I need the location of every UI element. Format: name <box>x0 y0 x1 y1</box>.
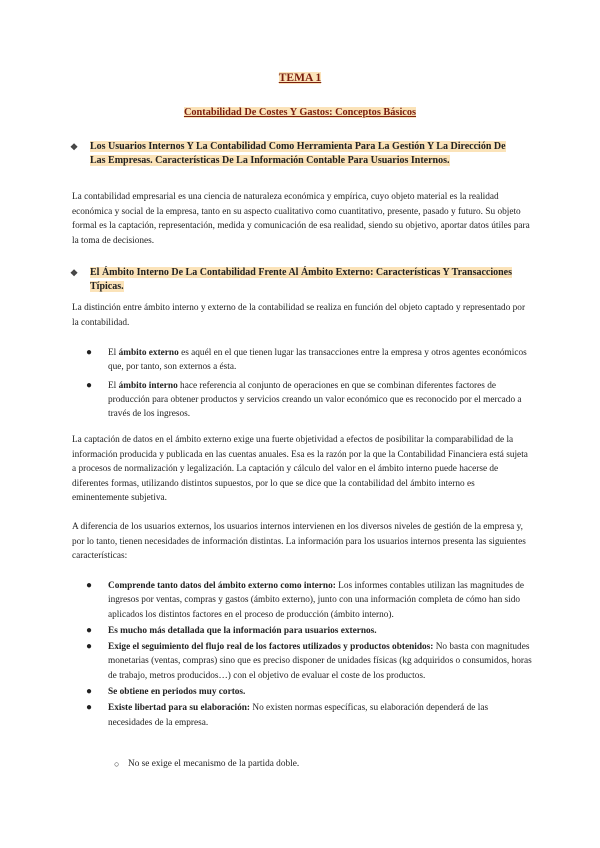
list-item: ● Existe libertad para su elaboración: No existen normas específicas, su elaboración dependerá de las necesidades de la empresa. <box>86 702 489 728</box>
section2-paragraph2: La captación de datos en el ámbito externo exige una fuerte objetividad a efectos de posibilitar la comparabilidad de la información producida y publicada en las cuentas anuales. Esa es la razón por la que la Contabilidad Financiera está sujeta a procesos de normalización y legalización. La captación y cálculo del valor en el ámbito interno puede hacerse de diferentes formas, utilizando distintos supuestos, por lo que se dice que la contabilidad del ámbito interno es eminentemente subjetiva. <box>72 435 528 504</box>
document-subtitle: Contabilidad De Costes Y Gastos: Conceptos Básicos <box>183 107 417 118</box>
bullet-dot-icon: ● <box>86 624 93 636</box>
list-item: ● Comprende tanto datos del ámbito externo como interno: Los informes contables utilizan las magnitudes de ingresos por ventas, compras y gastos (ámbito externo), junto con una información completa de cómo han sido aplicados los distintos factores en el proceso de producción (ámbito interno). <box>86 580 525 620</box>
bullet-dot-icon: ● <box>86 641 93 653</box>
list-item: ● Exige el seguimiento del flujo real de los factores utilizados y productos obtenidos: No basta con magnitudes monetarias (ventas, compras) sino que es preciso disponer de unidades físicas (kg adquiridos o consumidos, horas de trabajo, metros producidos…) con el objetivo de evaluar el coste de los productos. <box>86 641 532 681</box>
diamond-bullet-icon: ❖ <box>70 268 79 278</box>
bullet-dot-icon: ● <box>86 379 93 391</box>
bullet-dot-icon: ● <box>86 686 93 698</box>
circle-bullet-icon: ○ <box>114 759 120 769</box>
bullet-dot-icon: ● <box>86 347 93 358</box>
sub-list-item: ○ No se exige el mecanismo de la partida doble. <box>114 759 300 769</box>
list-item: ● El ámbito interno hace referencia al conjunto de operaciones en que se combinan diferentes factores de producción para obtener productos y servicios creando un valor económico que es reconocido por el mercado a través de los ingresos. <box>86 379 522 420</box>
bullet-dot-icon: ● <box>86 702 93 714</box>
section2-paragraph3: A diferencia de los usuarios externos, los usuarios internos intervienen en los diversos niveles de gestión de la empresa y, por lo tanto, tienen necesidades de información distintas. La información para los usuarios internos presenta las siguientes características: <box>72 522 526 562</box>
features-bullet-list <box>72 579 534 732</box>
list-item: ● Se obtiene en periodos muy cortos. <box>72 685 534 699</box>
scope-bullet-list <box>72 346 534 425</box>
section1-heading: ❖ Los Usuarios Internos Y La Contabilidad Como Herramienta Para La Gestión Y La Dirección De Las Empresas. Características De La Información Contable Para Usuarios Internos. <box>70 141 506 166</box>
list-item: ● El ámbito externo es aquél en el que tienen lugar las transacciones entre la empresa y otros agentes económicos que, por tanto, son externos a ésta. <box>86 347 527 373</box>
document-title: TEMA 1 <box>278 72 322 84</box>
section1-paragraph: La contabilidad empresarial es una ciencia de naturaleza económica y empírica, cuyo objeto material es la realidad económica y social de la empresa, tanto en su aspecto cualitativo como cuantitativo, presente, pasado y futuro. Su objeto formal es la captación, representación, medida y comunicación de esa realidad, siendo su objetivo, aportar datos útiles para la toma de decisiones. <box>72 192 530 246</box>
diamond-bullet-icon: ❖ <box>70 142 79 152</box>
bullet-dot-icon: ● <box>86 580 93 591</box>
section2-intro: La distinción entre ámbito interno y externo de la contabilidad se realiza en función del objeto captado y representado por la contabilidad. <box>72 303 526 328</box>
list-item: ● Es mucho más detallada que la información para usuarios externos. <box>72 624 534 638</box>
section2-heading: ❖ El Ámbito Interno De La Contabilidad Frente Al Ámbito Externo: Características Y Transacciones Típicas. <box>70 267 513 292</box>
